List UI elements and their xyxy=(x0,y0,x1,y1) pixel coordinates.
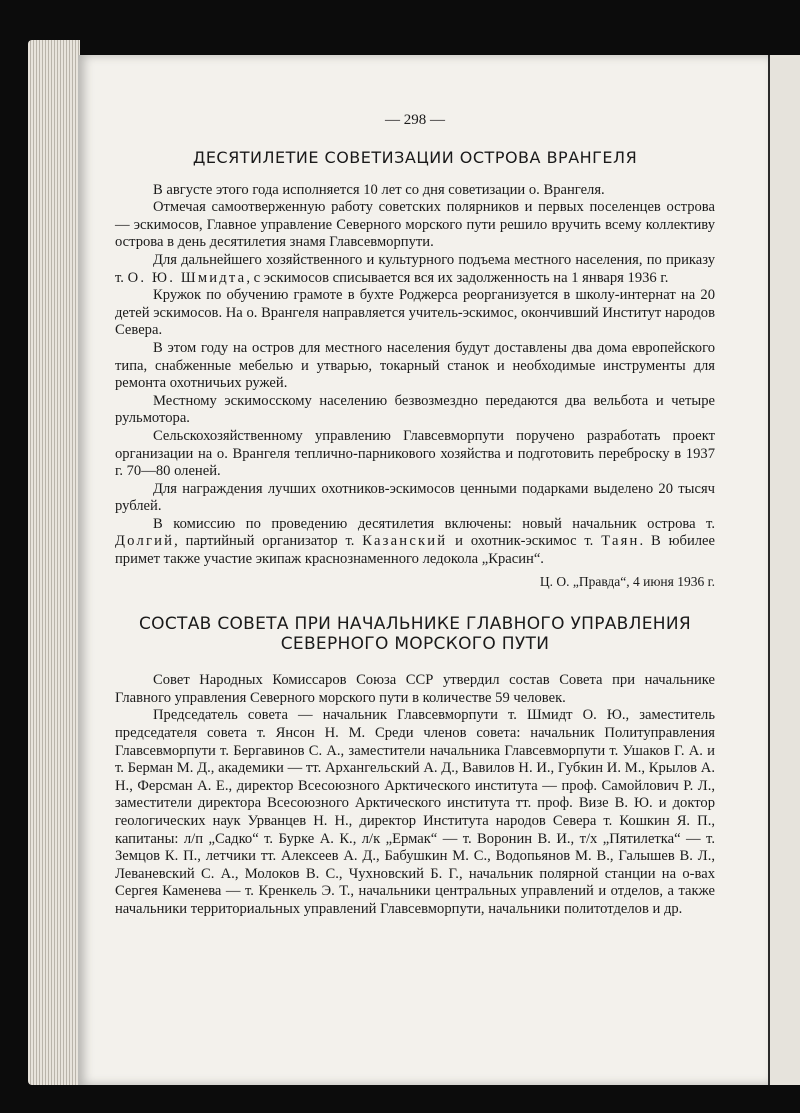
article2-title-line1: СОСТАВ СОВЕТА ПРИ НАЧАЛЬНИКЕ ГЛАВНОГО УПРАВЛЕНИЯ xyxy=(139,614,691,635)
article2-paragraph: Председатель совета — начальник Главсевморпути т. Шмидт О. Ю., заместитель председателя совета т. Янсон Н. М. Среди членов совета: начальник Политуправления Главсевморпути т. Бергавинов С. А., заместители начальника Главсевморпути т. Ушаков Г. А. и т. Берман М. Д., академики — тт. Архангельский А. Д., Вавилов Н. И., Губкин И. М., Крылов А. Н., Ферсман А. Е., директор Всесоюзного Арктического института — проф. Самойлович Р. Л., заместители директора Всесоюзного Арктического института тт. проф. Визе В. Ю. и доктор геологических наук Урванцев Н. Н., директор Института народов Севера т. Кошкин Я. П., капитаны: л/п „Садко“ т. Бурке А. К., л/к „Ермак“ — т. Воронин В. И., т/х „Пятилетка“ — т. Земцов К. П., летчики тт. Алексеев А. Д., Бабушкин М. С., Водопьянов М. В., Галышев В. Л., Леваневский С. А., Молоков В. С., Чухновский Б. Г., начальник полярной станции на о-вах Сергея Каменева — т. Кренкель Э. Т., начальники центральных управлений и отделов, а также начальники территориальных управлений Главсевморпути, начальники политотделов и др. xyxy=(115,707,715,917)
article1-source: Ц. О. „Правда“, 4 июня 1936 г. xyxy=(539,573,715,589)
article2-title xyxy=(115,614,715,654)
text-run: В комиссию по проведению десятилетия включены: новый начальник острова т. xyxy=(153,515,715,532)
article1-paragraph: Местному эскимосскому населению безвозмездно передаются два вельбота и четыре рульмотора. xyxy=(115,392,715,427)
article1-title: ДЕСЯТИЛЕТИЕ СОВЕТИЗАЦИИ ОСТРОВА ВРАНГЕЛЯ xyxy=(192,147,638,167)
article1-paragraph: В этом году на остров для местного населения будут доставлены два дома европейского типа, снабженные мебелью и утварью, токарный станок и необходимые инструменты для ремонта охотничьих ружей. xyxy=(115,339,715,392)
page-number: — 298 — xyxy=(385,112,445,128)
person-name: Казанский xyxy=(362,533,448,550)
article2-paragraph: Совет Народных Комиссаров Союза ССР утвердил состав Совета при начальнике Главного управления Северного морского пути в количестве 59 человек. xyxy=(115,672,715,706)
article1-paragraph: В августе этого года исполняется 10 лет со дня советизации о. Врангеля. xyxy=(153,181,605,198)
person-name: О. Ю. Шмидта xyxy=(127,269,247,286)
article1-paragraph: Для награждения лучших охотников-эскимосов ценными подарками выделено 20 тысяч рублей. xyxy=(115,480,715,515)
text-run: Для дальнейшего хозяйственного и культурного подъема местного населения, по приказу т. xyxy=(115,251,715,286)
person-name: Долгий xyxy=(115,533,175,550)
next-page-edge xyxy=(768,55,800,1085)
text-run: , с эскимосов списывается вся их задолженность на 1 января 1936 г. xyxy=(246,269,669,286)
person-name: Таян xyxy=(601,533,640,550)
article1-paragraph: Отмечая самоотверженную работу советских полярников и первых поселенцев острова — эскимосов, Главное управление Северного морского пути решило вручить всему коллективу острова в день десятилетия знамя Главсевморпути. xyxy=(115,199,715,251)
text-run: , партийный организатор т. xyxy=(174,533,363,550)
article1-paragraph xyxy=(115,516,715,569)
article1-paragraph xyxy=(115,252,715,287)
article1-paragraph: Кружок по обучению грамоте в бухте Роджерса реорганизуется в школу-интернат на 20 детей эскимосов. На о. Врангеля направляется учитель-эскимос, окончивший Институт народов Севера. xyxy=(115,287,715,339)
page-content xyxy=(115,112,715,919)
book-page-edges xyxy=(28,40,80,1085)
text-run: и охотник-эскимос т. xyxy=(447,533,602,550)
article2-title-line2: СЕВЕРНОГО МОРСКОГО ПУТИ xyxy=(280,634,550,655)
article1-paragraph: Сельскохозяйственному управлению Главсевморпути поручено разработать проект организации на о. Врангеля теплично-парникового хозяйства и подготовить переброску в 1937 г. 70—80 оленей. xyxy=(115,427,715,480)
text-run: . В юбилее примет также участие экипаж краснознаменного ледокола „Красин“. xyxy=(115,533,715,568)
